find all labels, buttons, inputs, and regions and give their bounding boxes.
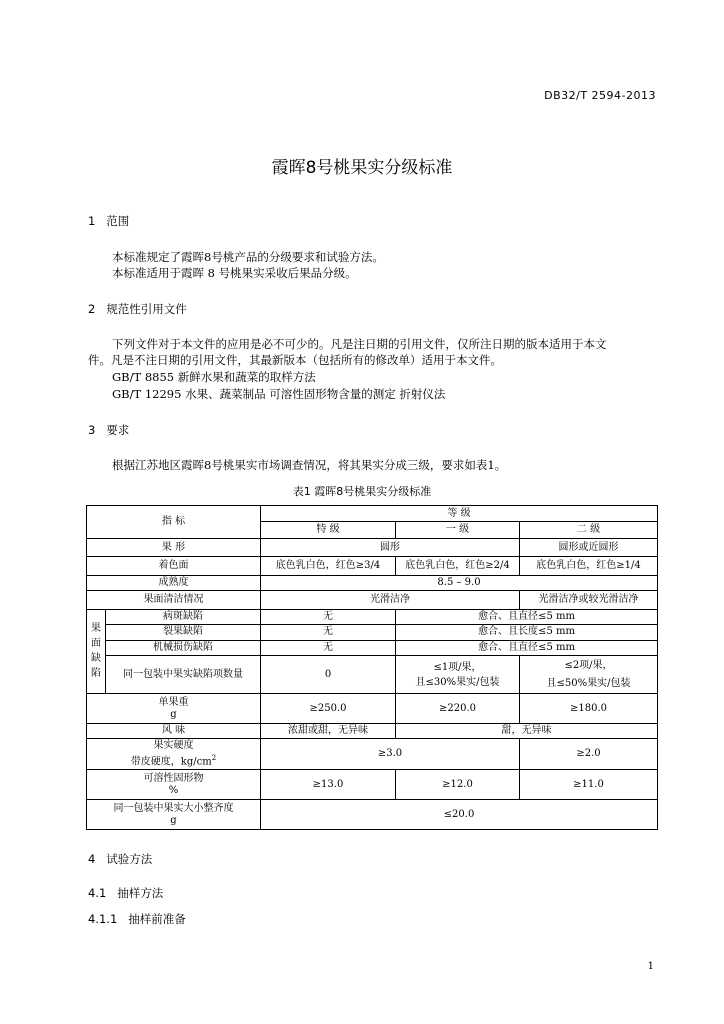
section-title: 抽样前准备 [128, 912, 186, 926]
grading-table [86, 505, 658, 830]
reference-item: GB/T 8855 新鲜水果和蔬菜的取样方法 [112, 370, 316, 384]
paragraph: 下列文件对于本文件的应用是必不可少的。凡是注日期的引用文件，仅所注日期的版本适用于本文 [112, 337, 607, 351]
cell [396, 656, 520, 694]
section-number: 1 [88, 214, 96, 228]
cell: 底色乳白色，红色≥2/4 [396, 557, 520, 576]
section-3-heading [88, 422, 129, 438]
paragraph: 根据江苏地区霞晖8号桃果实市场调查情况，将其果实分成三级，要求如表1。 [112, 458, 507, 472]
row-label: 果面清洁情况 [87, 591, 261, 610]
section-4-heading [88, 851, 152, 867]
char: 陷 [91, 668, 101, 680]
label-line: 可溶性固形物 [143, 772, 204, 784]
cell: 光滑洁净或较光滑洁净 [520, 591, 658, 610]
row-label: 同一包装中果实缺陷项数量 [106, 656, 261, 694]
cell-line: 且≤50%果实/包装 [546, 677, 631, 689]
section-2-heading [88, 301, 187, 317]
cell: ≥11.0 [520, 770, 658, 800]
unit-line: g [170, 814, 177, 826]
unit-line: 带皮硬度，kg/cm [130, 756, 212, 768]
cell: 愈合、且直径≤5 mm [396, 609, 658, 624]
section-title: 规范性引用文件 [106, 302, 187, 316]
first-grade-header: 一 级 [396, 522, 520, 538]
paragraph: 本标准适用于霞晖 8 号桃果实采收后果品分级。 [112, 266, 357, 280]
reference-item: GB/T 12295 水果、蔬菜制品 可溶性固形物含量的测定 折射仪法 [112, 387, 446, 401]
section-number: 4.1.1 [88, 912, 118, 926]
cell: 8.5 – 9.0 [261, 575, 658, 590]
cell: ≥180.0 [520, 694, 658, 724]
cell: ≥250.0 [261, 694, 396, 724]
cell: 底色乳白色，红色≥3/4 [261, 557, 396, 576]
label-line: 同一包装中果实大小整齐度 [113, 802, 234, 814]
cell: 愈合、且长度≤5 mm [396, 625, 658, 640]
section-1-heading [88, 213, 129, 229]
section-4-1-heading [88, 885, 163, 901]
section-number: 4.1 [88, 886, 107, 900]
indicator-header: 指 标 [87, 506, 261, 539]
section-title: 抽样方法 [117, 886, 164, 900]
defect-group-label [87, 609, 106, 693]
cell: 圆形 [261, 538, 520, 557]
cell: 无 [261, 609, 396, 624]
cell [520, 656, 658, 694]
standard-code: DB32/T 2594-2013 [544, 89, 656, 102]
section-number: 3 [88, 423, 96, 437]
row-label [87, 739, 261, 770]
cell: 光滑洁净 [261, 591, 520, 610]
row-label: 果 形 [87, 538, 261, 557]
section-number: 4 [88, 852, 96, 866]
char: 果 [91, 623, 101, 635]
cell: 圆形或近圆形 [520, 538, 658, 557]
cell: ≥2.0 [520, 739, 658, 770]
cell: 无 [261, 625, 396, 640]
section-number: 2 [88, 302, 96, 316]
cell: 愈合、且直径≤5 mm [396, 640, 658, 655]
cell: ≥220.0 [396, 694, 520, 724]
row-label: 成熟度 [87, 575, 261, 590]
paragraph: 本标准规定了霞晖8号桃产品的分级要求和试验方法。 [112, 250, 384, 264]
cell: ≤20.0 [261, 800, 658, 830]
section-title: 要求 [106, 423, 130, 437]
table-caption: 表1 霞晖8号桃果实分级标准 [292, 485, 432, 498]
char: 缺 [91, 653, 101, 665]
cell: 0 [261, 656, 396, 694]
row-label [87, 800, 261, 830]
row-label: 裂果缺陷 [106, 625, 261, 640]
char: 面 [91, 638, 101, 650]
superscript: 2 [211, 754, 217, 763]
section-4-1-1-heading [88, 911, 186, 927]
section-title: 范围 [106, 214, 130, 228]
label-line: 单果重 [158, 696, 189, 708]
section-title: 试验方法 [106, 852, 153, 866]
label-line: 果实硬度 [153, 740, 194, 752]
cell: ≥13.0 [261, 770, 396, 800]
cell: 无 [261, 640, 396, 655]
row-label: 着色面 [87, 557, 261, 576]
cell-line: 且≤30%果实/包装 [415, 676, 500, 688]
cell: 甜，无异味 [396, 723, 658, 738]
page-number: 1 [647, 961, 654, 972]
cell: ≥12.0 [396, 770, 520, 800]
row-label [87, 770, 261, 800]
row-label: 机械损伤缺陷 [106, 640, 261, 655]
paragraph: 件。凡是不注日期的引用文件，其最新版本（包括所有的修改单）适用于本文件。 [88, 353, 502, 367]
cell-line: ≤2项/果， [564, 659, 613, 671]
cell: 浓甜或甜，无异味 [261, 723, 396, 738]
cell-line: ≤1项/果， [433, 661, 482, 673]
unit-line: g [170, 708, 177, 720]
unit-line: % [168, 784, 179, 796]
special-grade-header: 特 级 [261, 522, 396, 538]
cell: ≥3.0 [261, 739, 520, 770]
row-label [87, 694, 261, 724]
cell: 底色乳白色，红色≥1/4 [520, 557, 658, 576]
grade-header: 等 级 [261, 506, 658, 522]
row-label: 病斑缺陷 [106, 609, 261, 624]
document-title: 霞晖8号桃果实分级标准 [271, 158, 453, 178]
row-label: 风 味 [87, 723, 261, 738]
second-grade-header: 二 级 [520, 522, 658, 538]
